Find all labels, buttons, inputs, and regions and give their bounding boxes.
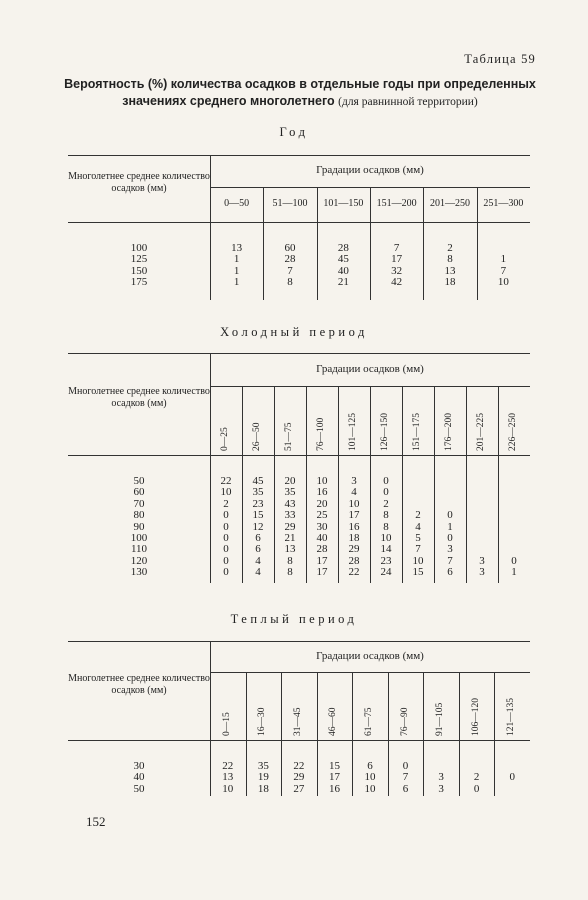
column-header: 46—60 <box>328 707 339 736</box>
column-header: 31—45 <box>292 707 303 736</box>
table-cell: 7 <box>500 264 507 277</box>
table-cell: 22 <box>293 760 305 772</box>
table-cell: 5 <box>415 532 421 544</box>
table-cell: 2 <box>223 497 229 510</box>
row-mean-value: 30 <box>133 760 145 772</box>
column-header: 61—75 <box>364 707 374 736</box>
table-cell: 45 <box>337 253 349 266</box>
table-cell: 3 <box>438 771 444 784</box>
table-cell: 1 <box>233 253 240 266</box>
row-mean-value: 50 <box>133 475 145 487</box>
table-cell: 10 <box>380 532 392 544</box>
table-cell: 40 <box>316 532 328 544</box>
table-cell: 8 <box>447 253 453 266</box>
table-cell: 3 <box>447 543 453 556</box>
table-top-rule <box>68 155 530 156</box>
row-label-header: Многолетнее среднее количество осадков (мм) <box>68 386 210 409</box>
table-cell: 0 <box>223 520 229 533</box>
table-cell: 21 <box>284 532 296 544</box>
table-cell: 13 <box>444 264 456 277</box>
table-cell: 10 <box>364 771 376 784</box>
table-cell: 16 <box>348 520 360 533</box>
table-cell: 28 <box>284 253 296 266</box>
table-cell: 22 <box>222 760 234 772</box>
table-cell: 4 <box>415 520 421 533</box>
row-label-header: Многолетнее среднее количество осадков (мм) <box>68 672 210 696</box>
column-header: 76—90 <box>399 707 410 736</box>
column-header: 151—200 <box>376 197 417 209</box>
table-cell: 35 <box>257 760 269 772</box>
column-header: 251—300 <box>483 197 524 209</box>
column-header: 26—50 <box>252 422 262 451</box>
column-header: 201—250 <box>429 197 470 209</box>
section-heading: Теплый период <box>230 612 358 626</box>
row-mean-value: 100 <box>130 242 148 254</box>
column-header: 51—75 <box>284 422 294 451</box>
table-cell: 6 <box>255 532 261 544</box>
table-cell: 28 <box>316 543 328 556</box>
table-cell: 28 <box>337 242 349 254</box>
table-cell: 19 <box>257 771 269 784</box>
row-label-header: Многолетнее среднее количество осадков (мм) <box>68 170 210 194</box>
table-top-rule <box>68 353 530 354</box>
row-mean-value: 80 <box>133 509 145 522</box>
table-cell: 2 <box>383 497 389 510</box>
table-cell: 10 <box>220 486 232 499</box>
table-cell: 13 <box>284 543 296 556</box>
table-cell: 17 <box>316 554 328 567</box>
table-cell: 17 <box>348 509 360 522</box>
page-number: 152 <box>86 814 106 829</box>
section-heading: Год <box>279 125 309 139</box>
table-cell: 7 <box>447 554 453 567</box>
column-header: 226—250 <box>508 413 518 451</box>
table-cell: 1 <box>500 253 507 266</box>
table-cell: 6 <box>367 760 373 772</box>
table-cell: 29 <box>284 520 296 533</box>
table-cell: 6 <box>402 782 409 795</box>
table-cell: 16 <box>328 782 340 795</box>
row-mean-value: 60 <box>133 486 145 499</box>
column-header: 176—200 <box>444 413 454 451</box>
table-cell: 7 <box>415 543 421 556</box>
table-cell: 21 <box>337 276 349 289</box>
gradations-header: Градации осадков (мм) <box>316 649 424 662</box>
column-header: 151—175 <box>412 413 422 451</box>
table-cell: 2 <box>415 509 421 522</box>
column-header: 121—135 <box>506 698 517 736</box>
table-cell: 18 <box>444 276 456 289</box>
row-mean-value: 50 <box>133 782 145 795</box>
table-cell: 3 <box>438 782 444 795</box>
table-cell: 15 <box>328 760 340 772</box>
table-cell: 29 <box>293 771 305 784</box>
column-header: 91—105 <box>435 702 446 736</box>
table-cell: 10 <box>348 497 360 510</box>
row-mean-value: 150 <box>130 264 148 277</box>
table-cell: 8 <box>383 509 389 522</box>
table-cell: 40 <box>337 264 349 277</box>
table-cell: 4 <box>255 566 261 579</box>
gradations-header: Градации осадков (мм) <box>316 164 424 176</box>
table-cell: 10 <box>222 782 234 795</box>
table-cell: 8 <box>287 566 293 579</box>
table-cell: 4 <box>351 486 357 499</box>
table-cell: 20 <box>316 497 328 510</box>
table-cell: 7 <box>402 771 409 784</box>
column-header: 0—25 <box>220 427 230 451</box>
table-cell: 0 <box>223 543 229 556</box>
column-header: 51—100 <box>272 197 308 209</box>
table-cell: 3 <box>479 554 485 567</box>
table-cell: 27 <box>293 782 305 795</box>
table-cell: 0 <box>447 509 453 522</box>
row-mean-value: 110 <box>130 543 148 556</box>
table-cell: 3 <box>479 566 485 579</box>
gradations-header: Градации осадков (мм) <box>316 362 424 375</box>
column-header: 76—100 <box>316 417 326 451</box>
table-cell: 18 <box>257 782 269 795</box>
row-mean-value: 90 <box>133 520 145 533</box>
column-header: 16—30 <box>257 707 268 736</box>
table-cell: 17 <box>316 566 328 579</box>
title-main: Вероятность (%) количества осадков в отдельные годы при определенных значениях среднего многолетнего <box>64 77 536 108</box>
row-label-divider <box>210 155 211 300</box>
column-header: 201—225 <box>476 413 486 451</box>
table-cell: 0 <box>402 760 409 772</box>
table-number: Таблица 59 <box>464 52 536 66</box>
table-cell: 42 <box>391 276 403 289</box>
table-cell: 43 <box>284 497 296 510</box>
table-cell: 0 <box>447 532 453 544</box>
table-cell: 10 <box>364 782 376 795</box>
table-cell: 0 <box>509 771 515 784</box>
table-cell: 45 <box>252 475 264 487</box>
table-cell: 32 <box>391 264 403 277</box>
table-cell: 13 <box>222 771 234 784</box>
table-cell: 12 <box>252 520 264 533</box>
table-cell: 10 <box>316 475 328 487</box>
table-cell: 10 <box>497 276 509 289</box>
table-cell: 2 <box>447 242 453 254</box>
row-mean-value: 175 <box>130 276 148 289</box>
title-note: (для равнинной территории) <box>338 96 478 108</box>
table-cell: 0 <box>223 566 229 579</box>
table-cell: 0 <box>473 782 480 795</box>
table-cell: 60 <box>284 242 296 254</box>
table-cell: 20 <box>284 475 296 487</box>
table-cell: 6 <box>447 566 453 579</box>
table-cell: 8 <box>383 520 389 533</box>
table-cell: 8 <box>287 276 293 289</box>
table-cell: 0 <box>383 475 389 487</box>
table-cell: 0 <box>223 554 229 567</box>
row-mean-value: 40 <box>133 771 145 784</box>
column-header: 0—15 <box>221 712 232 736</box>
table-cell: 25 <box>316 509 328 522</box>
table-cell: 3 <box>351 475 357 487</box>
table-cell: 0 <box>383 486 389 499</box>
table-cell: 14 <box>380 543 392 556</box>
table-cell: 15 <box>252 509 264 522</box>
table-cell: 24 <box>380 566 392 579</box>
table-cell: 15 <box>412 566 424 579</box>
row-mean-value: 130 <box>130 566 148 579</box>
table-cell: 35 <box>252 486 264 499</box>
column-header: 101—125 <box>348 413 358 451</box>
table-cell: 7 <box>393 242 400 254</box>
table-cell: 28 <box>348 554 360 567</box>
table-cell: 23 <box>380 554 392 567</box>
table-cell: 22 <box>220 475 232 487</box>
table-top-rule <box>68 641 530 642</box>
header-bottom-rule <box>68 455 530 456</box>
column-header: 106—120 <box>470 698 481 736</box>
table-cell: 2 <box>473 771 480 784</box>
row-mean-value: 120 <box>130 554 148 567</box>
table-cell: 0 <box>223 509 229 522</box>
section-heading: Холодный период <box>220 325 368 339</box>
table-cell: 8 <box>287 554 293 567</box>
table-cell: 22 <box>348 566 360 579</box>
table-cell: 4 <box>255 554 261 567</box>
table-cell: 35 <box>284 486 296 499</box>
table-title <box>60 76 540 111</box>
gradations-rule <box>210 672 530 673</box>
column-header: 101—150 <box>323 197 364 209</box>
table-cell: 0 <box>511 554 517 567</box>
row-mean-value: 70 <box>133 497 145 510</box>
column-header: 126—150 <box>380 413 390 451</box>
table-cell: 1 <box>233 276 240 289</box>
table-cell: 7 <box>287 264 293 277</box>
header-bottom-rule <box>68 222 530 223</box>
table-cell: 10 <box>412 554 424 567</box>
table-cell: 6 <box>255 543 261 556</box>
table-cell: 33 <box>284 509 296 522</box>
column-divider <box>498 386 499 583</box>
table-cell: 18 <box>348 532 360 544</box>
table-cell: 1 <box>447 520 453 533</box>
table-cell: 23 <box>252 497 264 510</box>
table-cell: 29 <box>348 543 360 556</box>
table-cell: 17 <box>391 253 403 266</box>
table-cell: 0 <box>223 532 229 544</box>
table-cell: 30 <box>316 520 328 533</box>
table-cell: 17 <box>328 771 340 784</box>
header-bottom-rule <box>68 740 530 741</box>
row-mean-value: 125 <box>130 253 148 266</box>
table-cell: 1 <box>511 566 517 579</box>
table-cell: 13 <box>231 242 243 254</box>
column-header: 0—50 <box>224 197 250 209</box>
table-cell: 1 <box>233 264 240 277</box>
table-cell: 16 <box>316 486 328 499</box>
row-mean-value: 100 <box>130 532 148 544</box>
